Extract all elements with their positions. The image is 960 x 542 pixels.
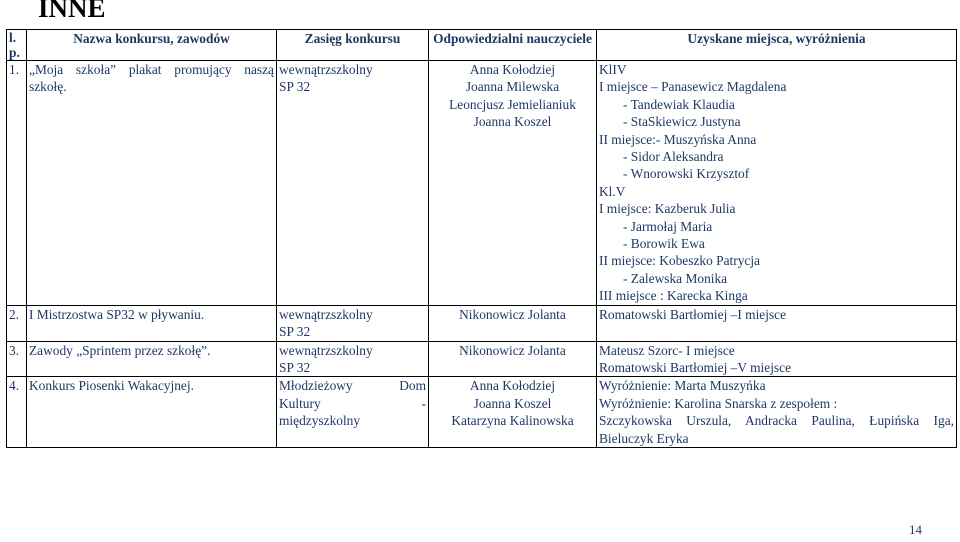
results-cell [597,377,957,448]
competition-name: Konkurs Piosenki Wakacyjnej. [27,377,277,448]
result-line: KlIV [599,62,627,77]
result-line: Wyróżnienie: Marta Muszyńka [599,378,766,394]
header-name: Nazwa konkursu, zawodów [27,30,277,61]
result-line: Bieluczyk Eryka [599,430,689,446]
result-line: Romatowski Bartłomiej –I miejsce [599,306,787,322]
scope-line: SP 32 [279,359,311,375]
result-line: - Borowik Ewa [623,236,705,252]
teacher-name: Joanna Milewska [465,79,560,95]
results-cell [597,305,957,341]
results-cell [597,61,957,306]
competition-scope [277,61,429,306]
scope-line: Młodzieżowy Dom [279,378,426,394]
row-number: 2. [7,305,27,341]
result-line: Szczykowska Urszula, Andracka Paulina, Łupińska Iga, [599,413,954,429]
header-scope: Zasięg konkursu [277,30,429,61]
section-heading: INNE [38,0,106,23]
result-line: - Zalewska Monika [623,270,728,286]
scope-line: SP 32 [279,324,311,340]
header-teachers: Odpowiedzialni nauczyciele [429,30,597,61]
result-line: I miejsce – Panasewicz Magdalena [599,79,787,95]
table-row [7,341,957,377]
page-number: 14 [909,522,922,537]
scope-line: SP 32 [279,79,311,95]
header-lp: l. p. [7,30,27,61]
result-line: Wyróżnienie: Karolina Snarska z zespołem : [599,395,838,411]
result-line: III miejsce : Karecka Kinga [599,288,748,304]
result-line: Kl.V [599,183,626,199]
result-line: - Wnorowski Krzysztof [623,166,750,182]
result-line: - Tandewiak Klaudia [623,96,735,112]
competition-name-text: „Moja szkoła” plakat promujący naszą szkołę. [29,62,274,95]
scope-line: Kultury - [279,395,426,411]
responsible-teachers [429,305,597,341]
competition-scope [277,377,429,448]
row-number: 3. [7,341,27,377]
competition-name [27,61,277,306]
teacher-name: Nikonowicz Jolanta [459,342,566,358]
result-line: II miejsce: Kobeszko Patrycja [599,253,761,269]
result-line: Mateusz Szorc- I miejsce [599,342,735,358]
header-results: Uzyskane miejsca, wyróżnienia [597,30,957,61]
competition-scope [277,305,429,341]
responsible-teachers [429,61,597,306]
scope-line: wewnątrzszkolny [279,306,373,322]
competition-scope [277,341,429,377]
teacher-name: Anna Kołodziej [469,62,556,77]
scope-line: wewnątrzszkolny [279,62,373,77]
table-row [7,305,957,341]
table-row [7,61,957,306]
teacher-name: Nikonowicz Jolanta [459,306,566,322]
teacher-name: Joanna Koszel [473,114,552,130]
result-line: - Sidor Aleksandra [623,149,724,165]
result-line: - Jarmołaj Maria [623,218,713,234]
row-number: 1. [7,61,27,306]
scope-line: międzyszkolny [279,413,361,429]
teacher-name: Joanna Koszel [473,395,552,411]
result-line: II miejsce:- Muszyńska Anna [599,131,757,147]
teacher-name: Anna Kołodziej [469,378,556,394]
competition-name: Zawody „Sprintem przez szkołę”. [27,341,277,377]
row-number: 4. [7,377,27,448]
responsible-teachers [429,341,597,377]
scope-line: wewnątrzszkolny [279,342,373,358]
teacher-name: Leoncjusz Jemielianiuk [449,96,576,112]
competition-name: I Mistrzostwa SP32 w pływaniu. [27,305,277,341]
responsible-teachers [429,377,597,448]
table-header-row [7,30,957,61]
competitions-table [6,29,957,448]
result-line: I miejsce: Kazberuk Julia [599,201,736,217]
result-line: Romatowski Bartłomiej –V miejsce [599,359,792,375]
results-cell [597,341,957,377]
table-row [7,377,957,448]
teacher-name: Katarzyna Kalinowska [451,413,574,429]
result-line: - StaSkiewicz Justyna [623,114,741,130]
